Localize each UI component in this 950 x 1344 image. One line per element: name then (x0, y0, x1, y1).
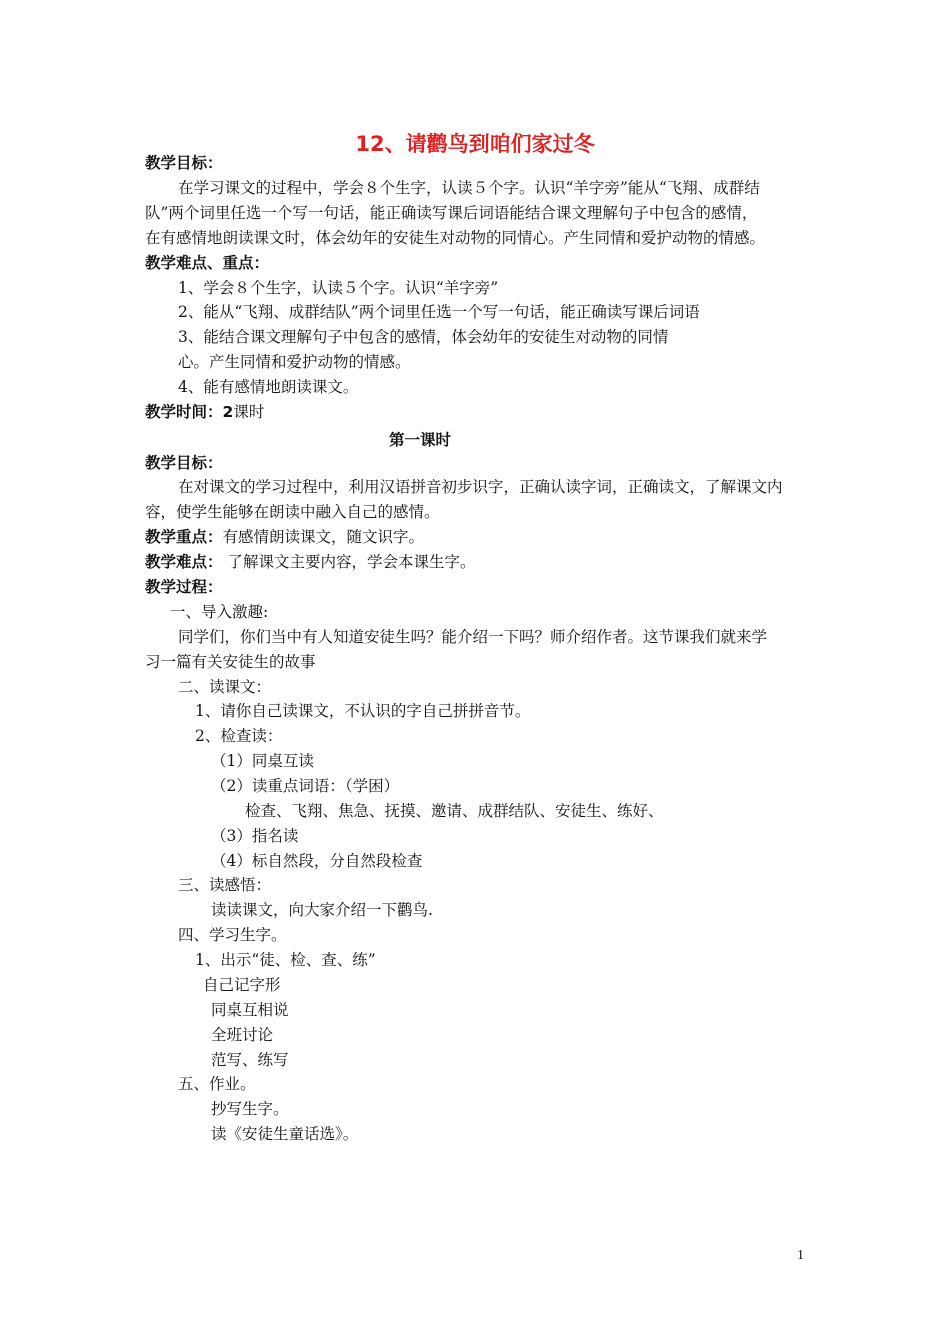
process-step-1: 一、导入激趣: (170, 603, 269, 621)
page-number: 1 (797, 1248, 804, 1263)
teaching-focus-text: 有感情朗读课文，随文识字。 (222, 528, 425, 546)
process-heading: 教学过程： (145, 578, 223, 596)
goals-heading: 教学目标： (145, 154, 223, 172)
key-points-heading: 教学难点、重点： (145, 254, 270, 272)
process-step-4-b: 同桌互相说 (211, 1001, 289, 1019)
process-step-4-c: 全班讨论 (211, 1026, 274, 1044)
process-step-1-text-2: 习一篇有关安徒生的故事 (145, 653, 316, 671)
goals-text-line-2: 队”两个词里任选一个写一句话，能正确读写课后词语能结合课文理解句子中包含的感情， (145, 204, 758, 222)
key-point-3a: 3、能结合课文理解句子中包含的感情，体会幼年的安徒生对动物的同情 (178, 328, 669, 346)
process-step-4-1: 1、出示“徒、检、查、练” (195, 951, 376, 969)
process-step-5-b: 读《安徒生童话选》。 (211, 1125, 359, 1143)
process-step-2-2-2: （2）读重点词语：（学困） (211, 777, 400, 795)
process-step-4-d: 范写、练写 (211, 1051, 289, 1069)
process-step-2-2: 2、检查读： (195, 727, 283, 745)
process-step-4-a: 自己记字形 (203, 976, 281, 994)
key-words-list: 检查、飞翔、焦急、抚摸、邀请、成群结队、安徒生、练好、 (245, 802, 664, 820)
lesson-heading: 第一课时 (388, 431, 451, 449)
process-step-2: 二、读课文： (178, 678, 272, 696)
teaching-time (145, 402, 264, 422)
process-step-5: 五、作业。 (178, 1075, 256, 1093)
key-point-1: 1、学会８个生字，认读５个字。认识“羊字旁” (178, 279, 499, 297)
process-step-3-text: 读读课文，向大家介绍一下鹳鸟. (211, 901, 433, 919)
key-point-2: 2、能从“飞翔、成群结队”两个词里任选一个写一句话，能正确读写课后词语 (178, 303, 700, 321)
teaching-time-unit: 课时 (233, 403, 265, 421)
goals-text-line-3: 在有感情地朗读课文时，体会幼年的安徒生对动物的同情心。产生同情和爱护动物的情感。 (145, 229, 766, 247)
process-step-3: 三、读感悟： (178, 876, 272, 894)
process-step-2-2-1: （1）同桌互读 (211, 752, 314, 770)
teaching-time-value: 2 (222, 403, 234, 421)
document-title: 12、请鹳鸟到咱们家过冬 (355, 132, 595, 156)
teaching-focus-label: 教学重点： (145, 528, 223, 546)
teaching-difficulty-label: 教学难点： (145, 553, 223, 571)
goals-text-line-1: 在学习课文的过程中，学会８个生字，认读５个字。认识“羊字旁”能从“飞翔、成群结 (178, 179, 760, 197)
key-point-3b: 心。产生同情和爱护动物的情感。 (178, 353, 411, 371)
process-step-2-2-3: （3）指名读 (211, 827, 299, 845)
teaching-difficulty (145, 552, 475, 572)
process-step-1-text-1: 同学们，你们当中有人知道安徒生吗？能介绍一下吗？师介绍作者。这节课我们就来学 (178, 628, 768, 646)
key-point-4: 4、能有感情地朗读课文。 (178, 378, 359, 396)
lesson-goals-line-2: 容，使学生能够在朗读中融入自己的感情。 (145, 503, 440, 521)
lesson-goals-line-1: 在对课文的学习过程中，利用汉语拼音初步识字，正确认读字词，正确读文，了解课文内 (178, 478, 783, 496)
process-step-2-1: 1、请你自己读课文，不认识的字自己拼拼音节。 (195, 702, 531, 720)
process-step-2-2-4: （4）标自然段，分自然段检查 (211, 852, 423, 870)
teaching-time-label: 教学时间： (145, 403, 223, 421)
lesson-goals-heading: 教学目标： (145, 454, 223, 472)
teaching-difficulty-text: 了解课文主要内容，学会本课生字。 (222, 553, 476, 571)
teaching-focus (145, 527, 424, 547)
process-step-4: 四、学习生字。 (178, 926, 287, 944)
process-step-5-a: 抄写生字。 (211, 1100, 289, 1118)
